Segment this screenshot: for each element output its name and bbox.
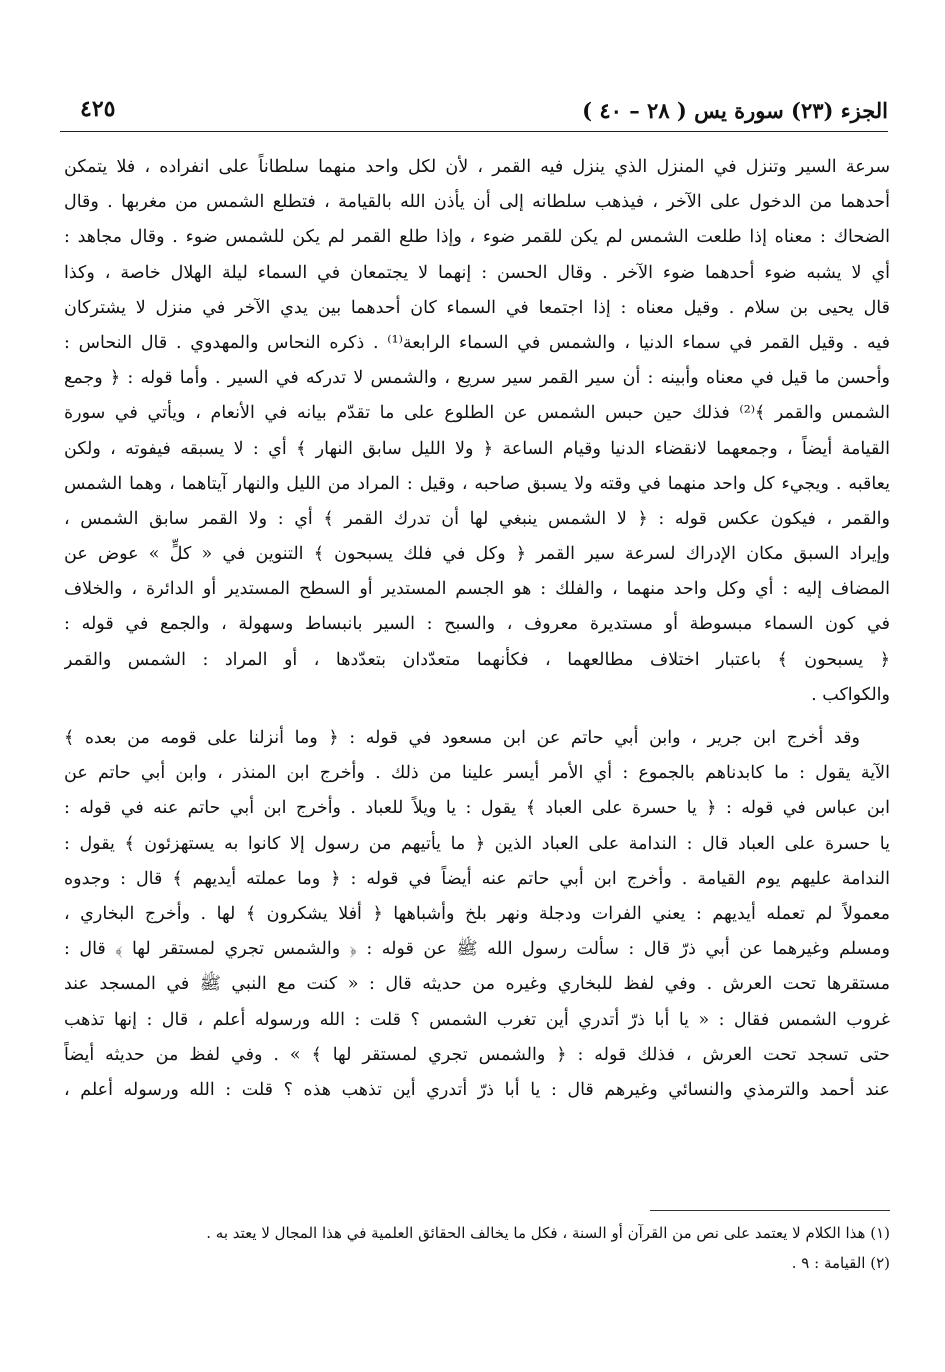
page-number: ٤٢٥ [80,96,116,122]
text-line: يا حسرة على العباد قال : الندامة على العباد الذين ﴿ ما يأتيهم من رسول إلا كانوا به يستهزئون ﴾ يقول : [64,833,890,854]
running-title: الجزء (٢٣) سورة يس ( ٢٨ – ٤٠ ) [582,98,888,123]
header-rule [60,131,888,132]
text-line: ابن عباس في قوله : ﴿ يا حسرة على العباد ﴾ يقول : يا ويلاً للعباد . وأخرج ابن أبي حاتم عنه في قوله : [64,798,890,819]
text-line: القيامة أيضاً ، وجمعهما لانقضاء الدنيا وقيام الساعة ﴿ ولا الليل سابق النهار ﴾ أي : لا يسبقه فيفوته ، ولكن [64,438,890,459]
text-line: سرعة السير وتنزل في المنزل الذي ينزل فيه القمر ، لأن لكل واحد منهما سلطاناً على انفراده ، فلا يتمكن [64,157,890,177]
text-line: مستقرها تحت العرش . وفي لفظ للبخاري وغيره من حديثه قال : « كنت مع النبي ﷺ في المسجد عند [64,974,890,995]
text-line: أي لا يشبه ضوء أحدهما ضوء الآخر . وقال الحسن : إنهما لا يجتمعان في السماء ليلة الهلال خاصة ، وكذا [64,262,890,283]
text-line: المضاف إليه : أي وكل واحد منهما ، والفلك : هو الجسم المستدير أو السطح المستدير أو الدائرة ، والخلاف [64,579,890,600]
text-line: ومسلم وغيرهما عن أبي ذرّ قال : سألت رسول الله ﷺ عن قوله : ﴿ والشمس تجري لمستقر لها ﴾ قال : [64,939,890,960]
text-line: الضحاك : معناه إذا طلعت الشمس لم يكن للقمر ضوء ، وإذا طلع القمر لم يكن للشمس ضوء . وقال مجاهد : [64,227,890,248]
footnote-2: (٢) القيامة : ٩ . [791,1254,890,1272]
text-line: الندامة عليهم يوم القيامة . وأخرج ابن أبي حاتم عنه أيضاً في قوله : ﴿ وما عملته أيديهم ﴾ قال : وجدوه [64,868,890,889]
text-line: أحدهما من الدخول على الآخر ، فيذهب سلطانه إلى أن يأذن الله بالقيامة ، فتطلع الشمس من مغربها . وقال [64,192,890,213]
text-line: حتى تسجد تحت العرش ، فذلك قوله : ﴿ والشمس تجري لمستقر لها ﴾ » . وفي لفظ من حديثه أيضاً [64,1044,890,1065]
footnotes [64,1218,890,1278]
text-line: وإيراد السبق مكان الإدراك لسرعة سير القمر ﴿ وكل في فلك يسبحون ﴾ التنوين في « كلٍّ » عوض عن [64,544,890,565]
text-line: والقمر ، فيكون عكس قوله : ﴿ لا الشمس ينبغي لها أن تدرك القمر ﴾ أي : ولا القمر سابق الشمس ، [64,508,890,529]
text-line: وأحسن ما قيل في معناه وأبينه : أن سير القمر سير سريع ، والشمس لا تدركه في السير . وأما قوله : ﴿ وجمع [64,368,890,389]
page-header [60,92,888,132]
text-line: والكواكب . [811,684,890,705]
text-line: غروب الشمس فقال : « يا أبا ذرّ أتدري أين تغرب الشمس ؟ قلت : الله ورسوله أعلم ، قال : إنها تذهب [64,1009,890,1030]
paragraph-gap [64,713,890,721]
text-line: الشمس والقمر ﴾⁽²⁾ فذلك حين حبس الشمس عن الطلوع على ما تقدّم بيانه في الأنعام ، ويأتي في سورة [64,403,890,424]
footnote-1: (١) هذا الكلام لا يعتمد على نص من القرآن أو السنة ، فكل ما يخالف الحقائق العلمية في هذا المجال لا يعتد به . [206,1224,890,1242]
text-line: معمولاً لم تعمله أيديهم : يعني الفرات ودجلة ونهر بلخ وأشباهها ﴿ أفلا يشكرون ﴾ لها . وأخرج البخاري ، [64,903,890,924]
text-line: فيه . وقيل القمر في سماء الدنيا ، والشمس في السماء الرابعة⁽¹⁾ . ذكره النحاس والمهدوي . قال النحاس : [64,332,890,353]
text-line: يعاقبه . ويجيء كل واحد منهما في وقته ولا يسبق صاحبه ، وقيل : المراد من الليل والنهار آيتاهما ، وهما الشمس [64,473,890,494]
text-line: قال يحيى بن سلام . وقيل معناه : إذا اجتمعا في السماء كان أحدهما بين يدي الآخر في منزل لا يشتركان [64,297,890,318]
text-line: الآية يقول : ما كابدناهم بالجموع : أي الأمر أيسر علينا من ذلك . وأخرج ابن المنذر ، وابن أبي حاتم عن [64,763,890,784]
text-line: وقد أخرج ابن جرير ، وابن أبي حاتم عن ابن مسعود في قوله : ﴿ وما أنزلنا على قومه من بعده ﴾ [64,728,860,748]
main-text [64,150,890,1108]
text-line: عند أحمد والترمذي والنسائي وغيرهم قال : يا أبا ذرّ أتدري أين تذهب هذه ؟ قلت : الله ورسوله أعلم ، [64,1079,890,1100]
text-line: في كون السماء مبسوطة أو مستديرة معروف ، والسبح : السير بانبساط وسهولة ، والجمع في قوله : [64,614,890,635]
text-line: ﴿ يسبحون ﴾ باعتبار اختلاف مطالعهما ، فكأنهما متعدّدان بتعدّدها ، أو المراد : الشمس والقمر [64,649,890,670]
footnote-rule [650,1210,890,1211]
